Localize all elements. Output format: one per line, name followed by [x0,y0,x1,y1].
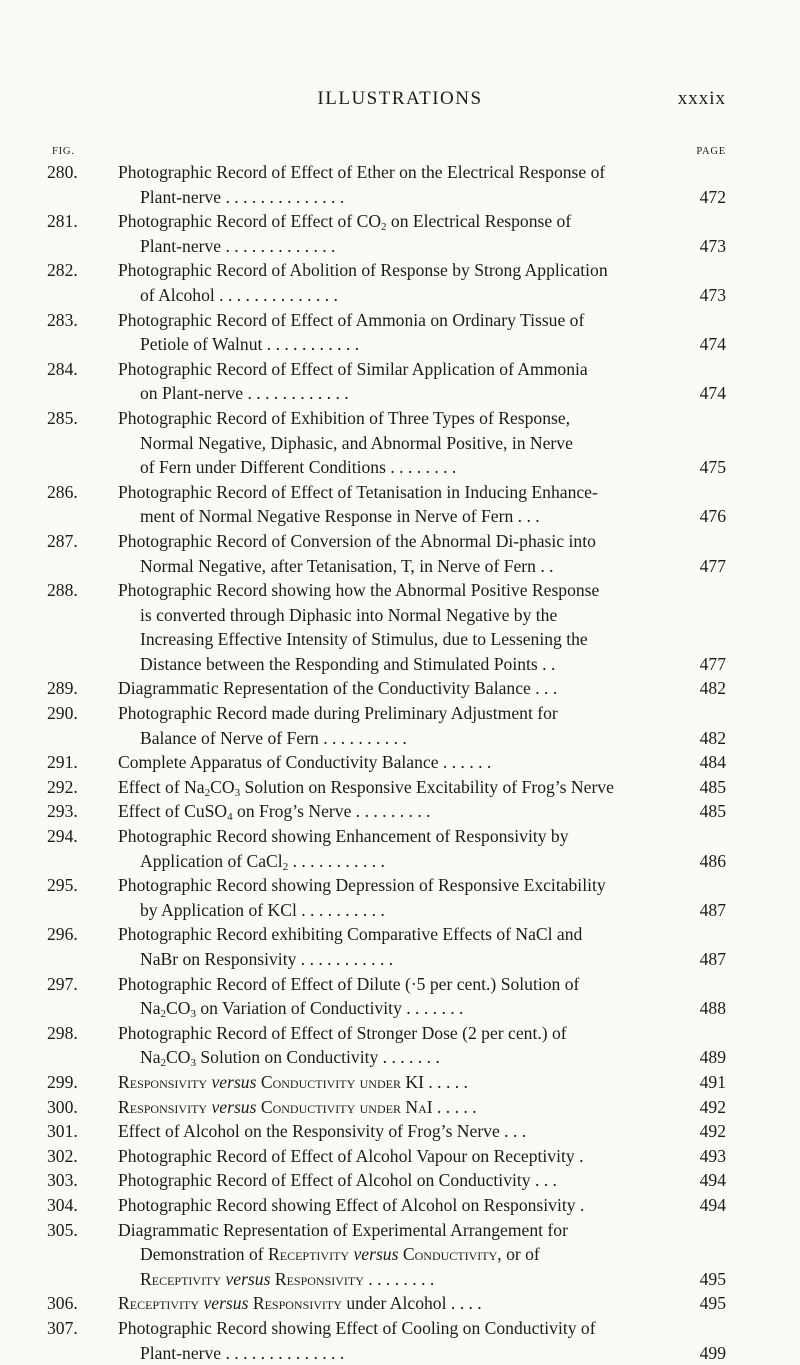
entry-caption: Photographic Record of Abolition of Response by Strong Application of Alcohol . . . . . . . . . . . . . . [0,258,800,307]
running-head [0,86,800,116]
entry-caption: Effect of $Na_2CO_3$ Solution on Responsive Excitability of Frog’s Nerve [0,775,800,800]
page-number: 494 [700,1168,726,1193]
fig-number: 283. [47,308,78,333]
page-number: 484 [700,750,726,775]
page-number: 475 [700,455,726,480]
list-item [0,799,800,824]
list-item [0,1095,800,1120]
page-column-heading: PAGE [696,146,726,157]
page-number: 473 [700,283,726,308]
list-item [0,1316,800,1365]
page-number: 499 [700,1341,726,1365]
entry-caption: Photographic Record showing Enhancement of Responsivity by Application of CaCl$_2$ . . . . . . . . . . . [0,824,800,873]
entry-caption: Photographic Record of Effect of Stronger Dose (2 per cent.) of $Na_2CO_3$ Solution on Conductivity . . . . . . . [0,1021,800,1070]
page-number: 477 [700,554,726,579]
page-number: 487 [700,947,726,972]
page-number: 487 [700,898,726,923]
page-number: 486 [700,849,726,874]
list-item [0,357,800,406]
page-folio: xxxix [678,88,726,110]
list-item [0,1168,800,1193]
fig-number: 287. [47,529,78,554]
fig-number: 285. [47,406,78,431]
entry-caption: Photographic Record showing Effect of Alcohol on Responsivity . [0,1193,800,1218]
entry-caption: Photographic Record of Effect of Similar Application of Ammonia on Plant-nerve . . . . . . . . . . . . [0,357,800,406]
entry-caption: Photographic Record of Conversion of the Abnormal Di-phasic into Normal Negative, after Tetanisation, T, in Nerve of Fern . . [0,529,800,578]
fig-number: 280. [47,160,78,185]
fig-number: 282. [47,258,78,283]
entry-caption: Receptivity versus Responsivity under Alcohol . . . . [0,1291,800,1316]
entry-caption: Photographic Record of Effect of Tetanisation in Inducing Enhance- ment of Normal Negative Response in Nerve of Fern . . . [0,480,800,529]
fig-number: 289. [47,676,78,701]
list-item [0,824,800,873]
page-number: 492 [700,1095,726,1120]
page-number: 493 [700,1144,726,1169]
list-item [0,1070,800,1095]
fig-number: 297. [47,972,78,997]
fig-number: 288. [47,578,78,603]
illustrations-list [0,160,800,1365]
fig-number: 303. [47,1168,78,1193]
fig-column-heading: FIG. [52,146,75,157]
page-number: 472 [700,185,726,210]
list-item [0,775,800,800]
running-head-title: ILLUSTRATIONS [0,88,800,110]
page-number: 485 [700,799,726,824]
fig-number: 293. [47,799,78,824]
entry-caption: Photographic Record of Effect of Ether on the Electrical Response of Plant-nerve . . . . . . . . . . . . . . [0,160,800,209]
fig-number: 307. [47,1316,78,1341]
list-item [0,480,800,529]
list-item [0,209,800,258]
entry-caption: Responsivity versus Conductivity under KI . . . . . [0,1070,800,1095]
entry-caption: Responsivity versus Conductivity under NaI . . . . . [0,1095,800,1120]
list-item [0,1193,800,1218]
fig-number: 298. [47,1021,78,1046]
entry-caption: Photographic Record of Effect of Dilute (·5 per cent.) Solution of $Na_2CO_3$ on Variation of Conductivity . . . . . . . [0,972,800,1021]
fig-number: 294. [47,824,78,849]
entry-caption: Photographic Record of Effect of Alcohol Vapour on Receptivity . [0,1144,800,1169]
fig-number: 300. [47,1095,78,1120]
fig-number: 292. [47,775,78,800]
fig-number: 286. [47,480,78,505]
list-item [0,750,800,775]
page-number: 489 [700,1045,726,1070]
fig-number: 281. [47,209,78,234]
page-number: 474 [700,381,726,406]
list-item [0,676,800,701]
page-number: 476 [700,504,726,529]
fig-number: 291. [47,750,78,775]
page-number: 482 [700,726,726,751]
page-number: 474 [700,332,726,357]
page-number: 482 [700,676,726,701]
fig-number: 290. [47,701,78,726]
entry-caption: Complete Apparatus of Conductivity Balance . . . . . . [0,750,800,775]
entry-caption: Photographic Record of Exhibition of Three Types of Response, Normal Negative, Diphasic, and Abnormal Positive, in Nerve of Fern under Different Conditions . . . . . . . . [0,406,800,480]
page-number: 492 [700,1119,726,1144]
fig-number: 284. [47,357,78,382]
list-item [0,1218,800,1292]
entry-caption: Photographic Record exhibiting Comparative Effects of NaCl and NaBr on Responsivity . . . . . . . . . . . [0,922,800,971]
page-number: 494 [700,1193,726,1218]
list-item [0,160,800,209]
page-number: 488 [700,996,726,1021]
entry-caption: Photographic Record showing Depression of Responsive Excitability by Application of KCl . . . . . . . . . . [0,873,800,922]
list-item [0,701,800,750]
entry-caption: Photographic Record of Effect of $CO_2$ on Electrical Response of Plant-nerve . . . . . . . . . . . . . [0,209,800,258]
page-number: 491 [700,1070,726,1095]
list-item [0,922,800,971]
list-item [0,1291,800,1316]
page-number: 473 [700,234,726,259]
entry-caption: Photographic Record showing Effect of Cooling on Conductivity of Plant-nerve . . . . . . . . . . . . . . [0,1316,800,1365]
list-item [0,1144,800,1169]
entry-caption: Photographic Record showing how the Abnormal Positive Response is converted through Diphasic into Normal Negative by the Increasing Effective Intensity of Stimulus, due to Lessening the Distance between the Responding and Stimulated Points . . [0,578,800,676]
fig-number: 306. [47,1291,78,1316]
list-item [0,873,800,922]
entry-caption: Diagrammatic Representation of the Conductivity Balance . . . [0,676,800,701]
list-item [0,406,800,480]
entry-caption: Photographic Record made during Preliminary Adjustment for Balance of Nerve of Fern . . . . . . . . . . [0,701,800,750]
list-item [0,1021,800,1070]
page-number: 485 [700,775,726,800]
fig-number: 304. [47,1193,78,1218]
fig-number: 301. [47,1119,78,1144]
entry-caption: Effect of Alcohol on the Responsivity of Frog’s Nerve . . . [0,1119,800,1144]
entry-caption: Photographic Record of Effect of Alcohol on Conductivity . . . [0,1168,800,1193]
list-item [0,529,800,578]
entry-caption: Diagrammatic Representation of Experimental Arrangement for Demonstration of Receptivity versus Conductivity, or of Receptivity versus Responsivity . . . . . . . . [0,1218,800,1292]
fig-number: 299. [47,1070,78,1095]
page-number: 495 [700,1291,726,1316]
page-number: 477 [700,652,726,677]
list-item [0,308,800,357]
fig-number: 302. [47,1144,78,1169]
entry-caption: Effect of CuSO$_4$ on Frog’s Nerve . . . . . . . . . [0,799,800,824]
page-number: 495 [700,1267,726,1292]
list-item [0,258,800,307]
list-item [0,972,800,1021]
list-item [0,1119,800,1144]
fig-number: 305. [47,1218,78,1243]
entry-caption: Photographic Record of Effect of Ammonia on Ordinary Tissue of Petiole of Walnut . . . . . . . . . . . [0,308,800,357]
fig-number: 296. [47,922,78,947]
list-item [0,578,800,676]
fig-number: 295. [47,873,78,898]
